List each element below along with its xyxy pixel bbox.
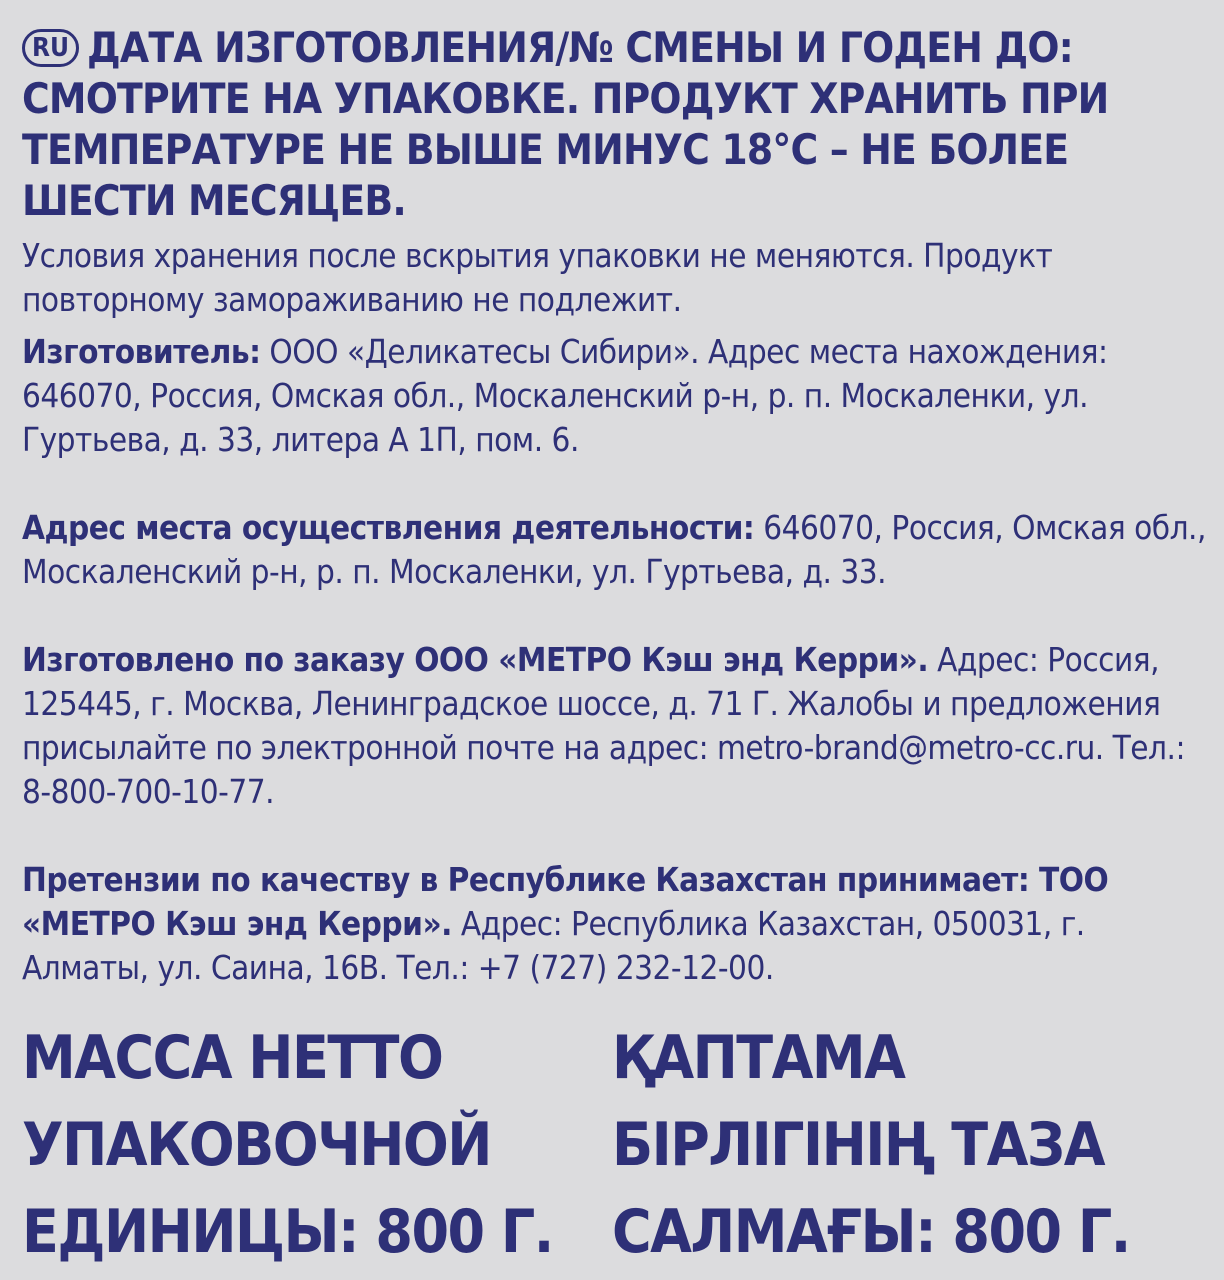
net-weight-kz bbox=[612, 1015, 1212, 1276]
activity-address-text: 646070, Россия, Омская обл., Москаленский р-н, р. п. Москаленки, ул. Гуртьева, д. 33. bbox=[22, 508, 1206, 591]
activity-address-block bbox=[22, 506, 1207, 594]
net-weight-kz-line: САЛМАҒЫ: 800 Г. bbox=[612, 1197, 1130, 1267]
net-weight-ru-line: УПАКОВОЧНОЙ bbox=[22, 1110, 491, 1180]
language-badge: RU bbox=[22, 29, 79, 67]
spacer bbox=[22, 226, 1207, 234]
kazakhstan-claims-block bbox=[22, 858, 1207, 990]
manufacturer-text: ООО «Деликатесы Сибири». Адрес места нахождения: 646070, Россия, Омская обл., Москаленский р-н, р. п. Москаленки, ул. Гуртьева, д. 33, литера А 1П, пом. 6. bbox=[22, 332, 1108, 459]
storage-warning-text: ДАТА ИЗГОТОВЛЕНИЯ/№ СМЕНЫ И ГОДЕН ДО: СМОТРИТЕ НА УПАКОВКЕ. ПРОДУКТ ХРАНИТЬ ПРИ ТЕМПЕРАТУРЕ НЕ ВЫШЕ МИНУС 18°С – НЕ БОЛЕЕ ШЕСТИ МЕСЯЦЕВ. bbox=[22, 23, 1109, 225]
ordered-by-text: Адрес: Россия, 125445, г. Москва, Ленинградское шоссе, д. 71 Г. Жалобы и предложения присылайте по электронной почте на адрес: metro-brand@metro-cc.ru. Тел.: 8-800-700-10-77. bbox=[22, 640, 1185, 811]
storage-warning bbox=[22, 22, 1207, 226]
net-weight-ru bbox=[22, 1015, 582, 1276]
spacer bbox=[22, 322, 1207, 330]
net-weight-ru-line: ЕДИНИЦЫ: 800 Г. bbox=[22, 1197, 553, 1267]
kazakhstan-claims-label: Претензии по качеству в Республике Казахстан принимает: ТОО «МЕТРО Кэш энд Керри». bbox=[22, 860, 1109, 943]
ordered-by-block bbox=[22, 638, 1207, 814]
storage-conditions: Условия хранения после вскрытия упаковки не меняются. Продукт повторному замораживанию не подлежит. bbox=[22, 236, 1053, 319]
product-label-text bbox=[22, 22, 1207, 990]
manufacturer-block bbox=[22, 330, 1207, 462]
manufacturer-label: Изготовитель: bbox=[22, 332, 261, 371]
ordered-by-label: Изготовлено по заказу ООО «МЕТРО Кэш энд Керри». bbox=[22, 640, 929, 679]
net-weight-kz-line: ҚАПТАМА bbox=[612, 1023, 905, 1093]
activity-address-label: Адрес места осуществления деятельности: bbox=[22, 508, 755, 547]
net-weight-ru-line: МАССА НЕТТО bbox=[22, 1023, 443, 1093]
spacer bbox=[22, 462, 1207, 506]
kazakhstan-claims-text: Адрес: Республика Казахстан, 050031, г. Алматы, ул. Саина, 16В. Тел.: +7 (727) 232-12-00. bbox=[22, 904, 1085, 987]
spacer bbox=[22, 814, 1207, 858]
spacer bbox=[22, 594, 1207, 638]
net-weight-kz-line: БІРЛІГІНІҢ ТАЗА bbox=[612, 1110, 1104, 1180]
